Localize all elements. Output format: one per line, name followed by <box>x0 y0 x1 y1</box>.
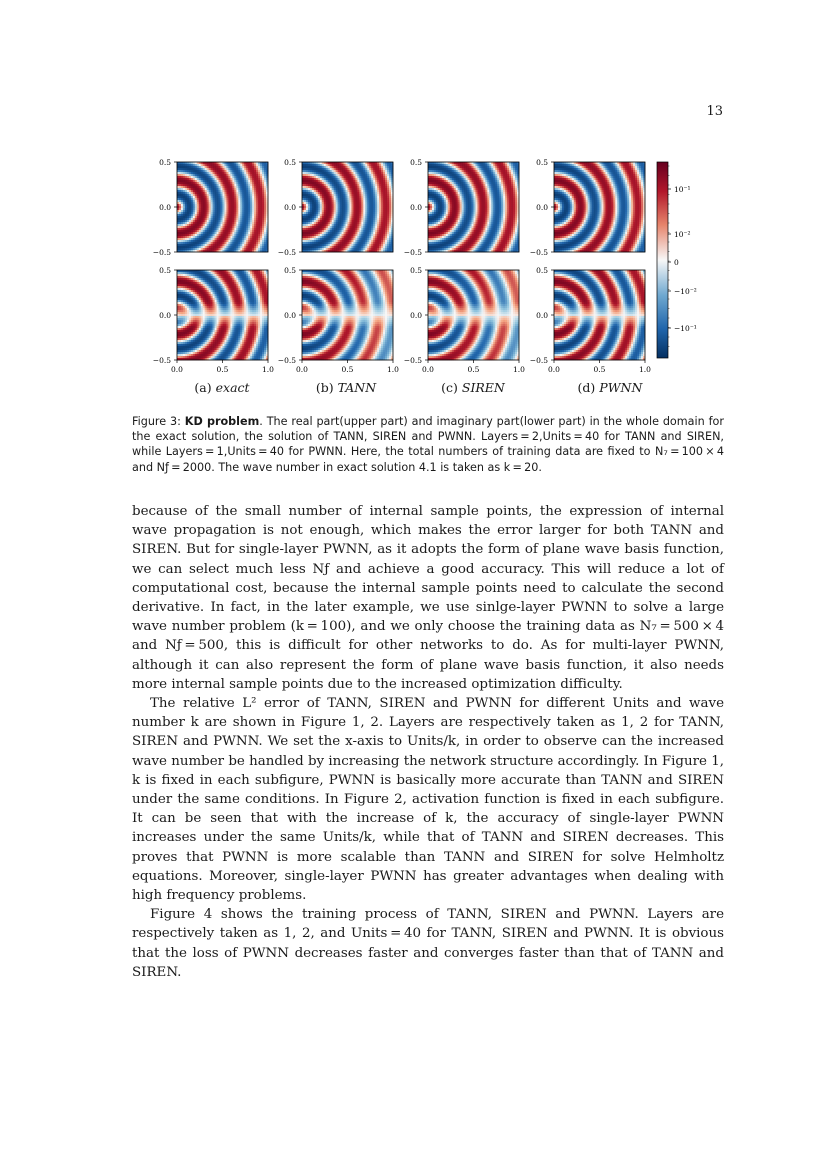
y-tick-label: 0.0 <box>284 311 296 320</box>
y-tick-label: 0.5 <box>284 158 296 167</box>
y-tick-label: 0.0 <box>159 311 171 320</box>
figure-3 <box>0 0 827 400</box>
x-tick-label: 0.5 <box>342 365 354 374</box>
caption-title: KD problem <box>185 415 259 428</box>
body-text <box>132 502 724 982</box>
x-tick-label: 1.0 <box>639 365 651 374</box>
x-tick-label: 0.0 <box>171 365 183 374</box>
y-tick-label: −0.5 <box>530 248 548 257</box>
x-tick-label: 0.0 <box>422 365 434 374</box>
y-tick-label: −0.5 <box>278 248 296 257</box>
paragraph-3: Figure 4 shows the training process of TANN, SIREN and PWNN. Layers are respectively taken as 1, 2, and Units = 40 for TANN, SIREN and PWNN. It is obvious that the loss of PWNN decreases faster and converges faster than that of TANN and SIREN. <box>132 905 724 982</box>
sublabel-pwnn: (d) PWNN <box>555 380 665 395</box>
y-tick-label: −0.5 <box>404 248 422 257</box>
x-tick-label: 0.5 <box>468 365 480 374</box>
x-tick-label: 1.0 <box>262 365 274 374</box>
y-tick-label: 0.0 <box>536 203 548 212</box>
colorbar-tick-label: 10⁻² <box>674 230 691 239</box>
x-tick-label: 0.5 <box>594 365 606 374</box>
panel-siren-imaginary <box>404 266 525 374</box>
y-tick-label: 0.0 <box>284 203 296 212</box>
y-tick-label: 0.5 <box>410 266 422 275</box>
sublabel-tann: (b) TANN <box>291 380 401 395</box>
colorbar-tick-label: 10⁻¹ <box>674 185 691 194</box>
colorbar-tick-label: −10⁻¹ <box>674 324 697 333</box>
colorbar-tick-label: −10⁻² <box>674 287 697 296</box>
panel-tann-imaginary <box>278 266 399 374</box>
panel-pwnn-real <box>530 158 646 257</box>
y-tick-label: 0.5 <box>536 158 548 167</box>
y-tick-label: −0.5 <box>278 356 296 365</box>
y-tick-label: 0.5 <box>284 266 296 275</box>
paragraph-1: because of the small number of internal sample points, the expression of internal wave propagation is not enough, which makes the error larger for both TANN and SIREN. But for single-layer PWNN, as it adopts the form of plane wave basis function, we can select much less Nƒ and achieve a good accuracy. This will reduce a lot of computational cost, because the internal sample points need to calculate the second derivative. In fact, in the later example, we use sinlge-layer PWNN to solve a large wave number problem (k = 100), and we only choose the training data as N₇ = 500 × 4 and Nƒ = 500, this is difficult for other networks to do. As for multi-layer PWNN, although it can also represent the form of plane wave basis function, it also needs more internal sample points due to the increased optimization difficulty. <box>132 502 724 694</box>
y-tick-label: 0.5 <box>159 266 171 275</box>
y-tick-label: −0.5 <box>153 356 171 365</box>
colorbar <box>657 162 697 358</box>
figure-caption <box>132 414 724 475</box>
sublabel-siren: (c) SIREN <box>418 380 528 395</box>
x-tick-label: 1.0 <box>387 365 399 374</box>
colorbar-gradient <box>657 162 668 358</box>
x-tick-label: 0.5 <box>217 365 229 374</box>
page-number: 13 <box>706 104 723 119</box>
panel-exact-real <box>153 158 269 257</box>
panel-tann-real <box>278 158 394 257</box>
y-tick-label: 0.0 <box>536 311 548 320</box>
y-tick-label: −0.5 <box>153 248 171 257</box>
colorbar-tick-label: 0 <box>674 258 679 267</box>
panel-siren-real <box>404 158 520 257</box>
panel-exact-imaginary <box>153 266 274 374</box>
y-tick-label: 0.0 <box>410 311 422 320</box>
x-tick-label: 0.0 <box>296 365 308 374</box>
caption-text: . The real part(upper part) and imaginary part(lower part) in the whole domain for the exact solution, the solution of TANN, SIREN and PWNN. Layers = 2,Units = 40 for TANN and SIREN, while Layers = 1,Units = 40 for PWNN. Here, the total numbers of training data are fixed to N₇ = 100 × 4 and Nƒ = 2000. The wave number in exact solution 4.1 is taken as k = 20. <box>132 415 724 474</box>
caption-label: Figure 3: <box>132 415 181 428</box>
y-tick-label: −0.5 <box>530 356 548 365</box>
panel-pwnn-imaginary <box>530 266 651 374</box>
y-tick-label: 0.0 <box>410 203 422 212</box>
x-tick-label: 1.0 <box>513 365 525 374</box>
y-tick-label: 0.0 <box>159 203 171 212</box>
y-tick-label: 0.5 <box>159 158 171 167</box>
y-tick-label: −0.5 <box>404 356 422 365</box>
y-tick-label: 0.5 <box>410 158 422 167</box>
x-tick-label: 0.0 <box>548 365 560 374</box>
paragraph-2: The relative L² error of TANN, SIREN and PWNN for different Units and wave number k are shown in Figure 1, 2. Layers are respectively taken as 1, 2 for TANN, SIREN and PWNN. We set the x-axis to Units/k, in order to observe can the increased wave number be handled by increasing the network structure accordingly. In Figure 1, k is fixed in each subfigure, PWNN is basically more accurate than TANN and SIREN under the same conditions. In Figure 2, activation function is fixed in each subfigure. It can be seen that with the increase of k, the accuracy of single-layer PWNN increases under the same Units/k, while that of TANN and SIREN decreases. This proves that PWNN is more scalable than TANN and SIREN for solve Helmholtz equations. Moreover, single-layer PWNN has greater advantages when dealing with high frequency problems. <box>132 694 724 905</box>
sublabel-exact: (a) exact <box>167 380 277 395</box>
y-tick-label: 0.5 <box>536 266 548 275</box>
